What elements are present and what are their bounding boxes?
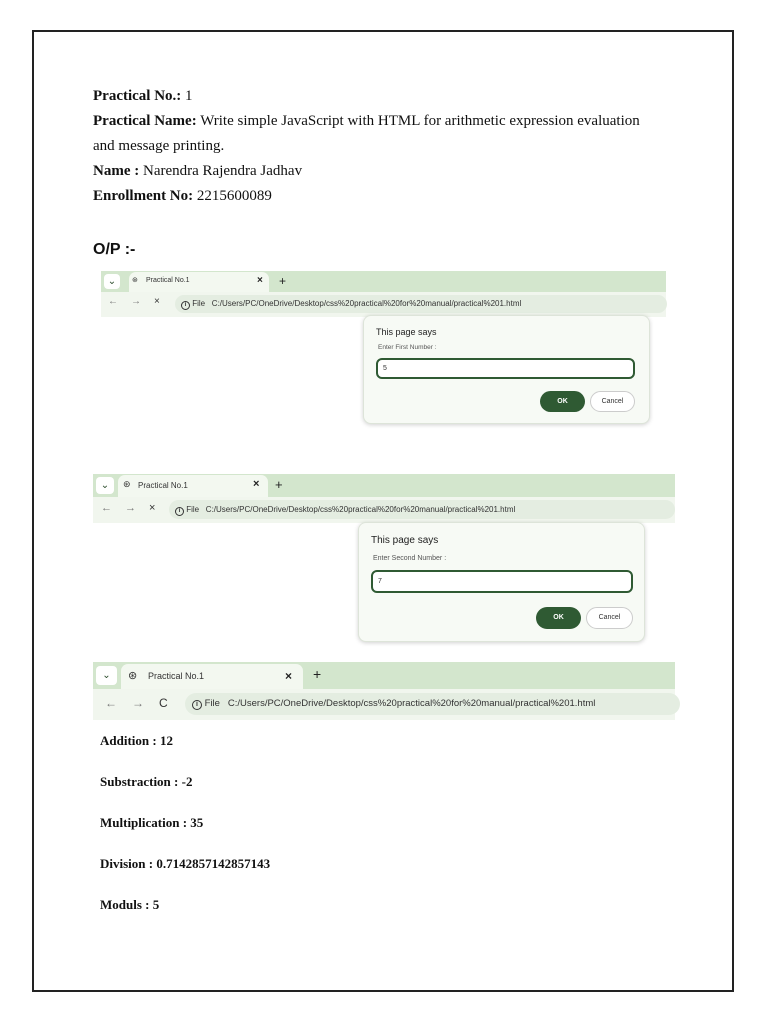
address-bar bbox=[93, 497, 675, 523]
tab-title: Practical No.1 bbox=[138, 481, 188, 490]
stop-loading-icon[interactable]: × bbox=[154, 296, 160, 307]
subtraction-result: Substraction : -2 bbox=[100, 774, 193, 789]
screenshot-second-prompt bbox=[93, 474, 675, 644]
file-label: File bbox=[204, 698, 220, 709]
address-bar bbox=[101, 292, 666, 317]
browser-tab[interactable] bbox=[118, 475, 268, 497]
browser-tab[interactable] bbox=[129, 272, 269, 292]
practical-info bbox=[93, 84, 640, 209]
close-tab-icon[interactable]: × bbox=[253, 478, 260, 490]
address-bar bbox=[93, 689, 675, 720]
new-tab-icon[interactable]: + bbox=[279, 274, 287, 288]
back-arrow-icon[interactable]: ← bbox=[105, 696, 117, 710]
dialog-label: Enter First Number : bbox=[378, 344, 437, 351]
output-heading: O/P :- bbox=[93, 241, 136, 258]
info-icon: i bbox=[181, 301, 190, 310]
tab-title: Practical No.1 bbox=[148, 671, 205, 681]
student-name-line bbox=[93, 159, 640, 184]
chevron-down-icon[interactable]: ⌄ bbox=[96, 666, 117, 685]
tab-bar bbox=[93, 662, 675, 689]
practical-name-label: Practical Name: bbox=[93, 113, 197, 129]
prompt-dialog bbox=[363, 315, 650, 424]
url-text: C:/Users/PC/OneDrive/Desktop/css%20practical%20for%20manual/practical%201.html bbox=[211, 299, 522, 308]
multiplication-result: Multiplication : 35 bbox=[100, 815, 204, 830]
url-text: C:/Users/PC/OneDrive/Desktop/css%20practical%20for%20manual/practical%201.html bbox=[227, 698, 596, 709]
forward-arrow-icon[interactable]: → bbox=[131, 296, 141, 307]
student-name-value: Narendra Rajendra Jadhav bbox=[142, 163, 303, 179]
ok-button[interactable]: OK bbox=[536, 607, 581, 629]
prompt-input[interactable]: 7 bbox=[371, 570, 633, 593]
back-arrow-icon[interactable]: ← bbox=[101, 502, 112, 514]
practical-name-value: Write simple JavaScript with HTML for arithmetic expression evaluation bbox=[200, 113, 640, 129]
practical-name-line bbox=[93, 109, 640, 134]
addition-result: Addition : 12 bbox=[100, 733, 173, 748]
enrollment-value: 2215600089 bbox=[196, 188, 272, 204]
chevron-down-icon[interactable]: ⌄ bbox=[96, 477, 114, 494]
globe-icon: ⊛ bbox=[128, 670, 138, 682]
close-tab-icon[interactable]: × bbox=[285, 669, 293, 683]
new-tab-icon[interactable]: + bbox=[275, 477, 283, 492]
tab-title: Practical No.1 bbox=[146, 277, 190, 284]
forward-arrow-icon[interactable]: → bbox=[125, 502, 136, 514]
enrollment-line bbox=[93, 184, 640, 209]
url-field[interactable] bbox=[169, 500, 675, 519]
url-field[interactable] bbox=[185, 693, 680, 715]
screenshot-first-prompt bbox=[101, 271, 666, 426]
close-tab-icon[interactable]: × bbox=[257, 275, 263, 286]
division-result: Division : 0.7142857142857143 bbox=[100, 856, 271, 871]
tab-bar bbox=[101, 271, 666, 292]
forward-arrow-icon[interactable]: → bbox=[132, 696, 144, 710]
dialog-label: Enter Second Number : bbox=[373, 555, 447, 562]
url-field[interactable] bbox=[175, 295, 667, 313]
reload-icon[interactable]: C bbox=[159, 696, 168, 710]
practical-number-line bbox=[93, 84, 640, 109]
back-arrow-icon[interactable]: ← bbox=[108, 296, 118, 307]
ok-button[interactable]: OK bbox=[540, 391, 585, 412]
globe-icon: ⊛ bbox=[123, 479, 131, 489]
chevron-down-icon[interactable]: ⌄ bbox=[104, 274, 120, 289]
info-icon: i bbox=[192, 700, 202, 710]
file-label: File bbox=[192, 299, 206, 308]
prompt-input[interactable]: 5 bbox=[376, 358, 635, 379]
info-icon: i bbox=[175, 507, 184, 516]
dialog-title: This page says bbox=[371, 535, 439, 546]
stop-loading-icon[interactable]: × bbox=[149, 502, 156, 514]
tab-bar bbox=[93, 474, 675, 497]
dialog-title: This page says bbox=[376, 327, 437, 337]
practical-number-value: 1 bbox=[185, 88, 193, 104]
modulus-result: Moduls : 5 bbox=[100, 897, 160, 912]
enrollment-label: Enrollment No: bbox=[93, 188, 194, 204]
browser-tab[interactable] bbox=[121, 664, 303, 689]
cancel-button[interactable]: Cancel bbox=[586, 607, 633, 629]
cancel-button[interactable]: Cancel bbox=[590, 391, 635, 412]
file-label: File bbox=[186, 505, 200, 514]
student-name-label: Name : bbox=[93, 163, 140, 179]
prompt-dialog bbox=[358, 522, 645, 642]
url-text: C:/Users/PC/OneDrive/Desktop/css%20practical%20for%20manual/practical%201.html bbox=[205, 505, 516, 514]
screenshot-result-page bbox=[93, 662, 675, 720]
practical-name-value-continued: and message printing. bbox=[93, 138, 225, 154]
practical-number-label: Practical No.: bbox=[93, 88, 182, 104]
new-tab-icon[interactable]: + bbox=[313, 666, 322, 682]
globe-icon: ⊛ bbox=[132, 277, 138, 284]
